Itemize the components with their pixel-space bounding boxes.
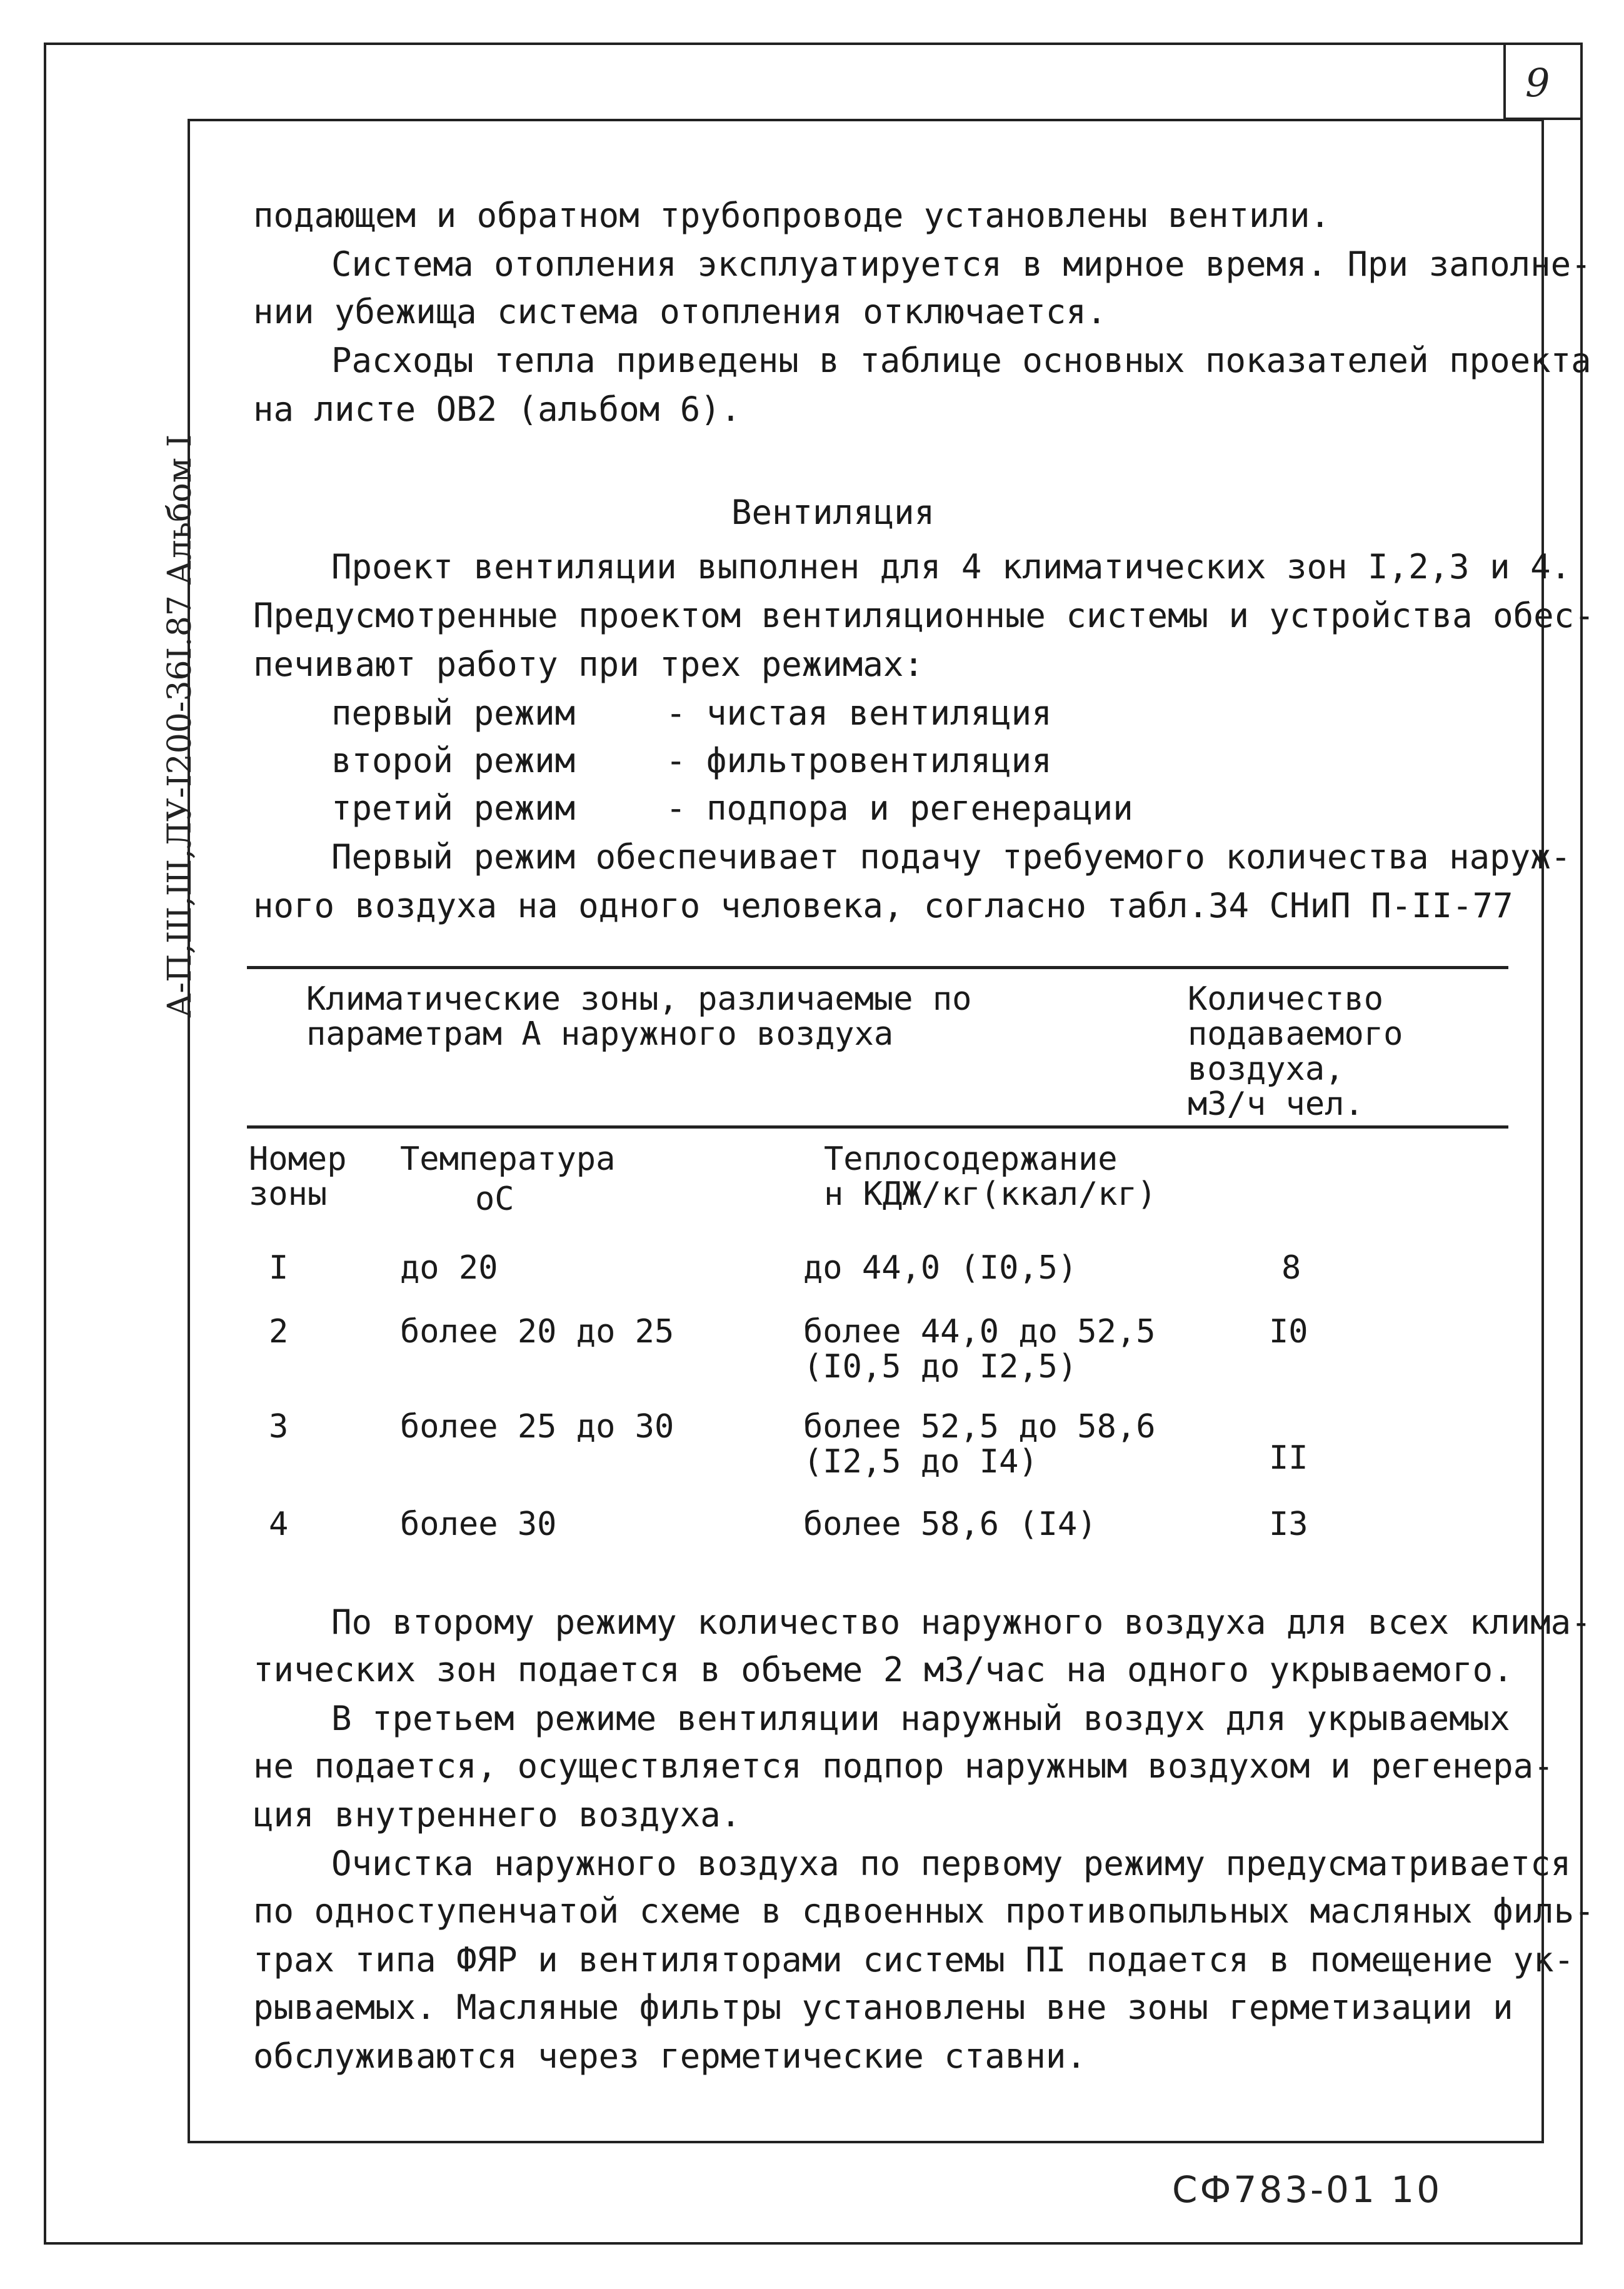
section-heading: Вентиляция xyxy=(731,493,935,532)
table-cell-heat: (I0,5 до I2,5) xyxy=(803,1348,1078,1386)
table-cell-zone: 4 xyxy=(269,1506,289,1543)
paragraph-line: по одноступенчатой схеме в сдвоенных противопыльных масляных филь- xyxy=(253,1891,1595,1931)
table-cell-temp: более 25 до 30 xyxy=(400,1408,674,1446)
mode-3-name: третий режим xyxy=(331,788,576,828)
col-header-heat: н КДЖ/кг(ккал/кг) xyxy=(824,1175,1157,1213)
col-header-zone: Номер xyxy=(249,1140,347,1178)
paragraph-line: ция внутреннего воздуха. xyxy=(253,1795,741,1834)
paragraph-line: трах типа ФЯР и вентиляторами системы ПI подается в помещение ук- xyxy=(253,1940,1575,1980)
table-cell-temp: до 20 xyxy=(400,1249,498,1287)
table-top-rule xyxy=(247,966,1508,969)
paragraph-line: тических зон подается в объеме 2 м3/час на одного укрываемого. xyxy=(253,1650,1513,1689)
table-cell-air: I3 xyxy=(1269,1506,1308,1543)
paragraph-line: рываемых. Масляные фильтры установлены вне зоны герметизации и xyxy=(253,1988,1513,2027)
table-cell-heat: (I2,5 до I4) xyxy=(803,1443,1038,1481)
table-cell-heat: более 58,6 (I4) xyxy=(803,1506,1097,1543)
table-cell-heat: более 44,0 до 52,5 xyxy=(803,1313,1156,1351)
mode-1-desc: - чистая вентиляция xyxy=(666,693,1052,733)
col-header-temp-unit: оС xyxy=(475,1180,514,1218)
table-cell-heat: до 44,0 (I0,5) xyxy=(803,1249,1078,1287)
table-header-right: воздуха, xyxy=(1188,1050,1345,1088)
table-cell-zone: I xyxy=(269,1249,289,1287)
table-header-right: м3/ч чел. xyxy=(1188,1085,1364,1123)
table-cell-zone: 3 xyxy=(269,1408,289,1446)
paragraph-line: Первый режим обеспечивает подачу требуемого количества наруж- xyxy=(331,837,1571,877)
page-number: 9 xyxy=(1525,60,1550,106)
table-mid-rule xyxy=(247,1125,1508,1129)
mode-1-name: первый режим xyxy=(331,693,576,733)
table-cell-temp: более 20 до 25 xyxy=(400,1313,674,1351)
paragraph-line: По второму режиму количество наружного воздуха для всех клима- xyxy=(331,1602,1591,1642)
paragraph-line: печивают работу при трех режимах: xyxy=(253,645,924,684)
paragraph-line: нии убежища система отопления отключается. xyxy=(253,292,1107,331)
table-header-left: параметрам А наружного воздуха xyxy=(306,1015,894,1053)
table-cell-air: II xyxy=(1269,1439,1308,1477)
paragraph-line: Проект вентиляции выполнен для 4 климатических зон I,2,3 и 4. xyxy=(331,547,1571,586)
table-header-right: Количество xyxy=(1188,980,1384,1018)
side-stamp-label: А-П,Ш,Ш,ЛУ-I200-36I.87 Альбом I xyxy=(161,434,199,1018)
paragraph-line: Очистка наружного воздуха по первому режиму предусматривается xyxy=(331,1844,1571,1883)
paragraph-line: не подается, осуществляется подпор наружным воздухом и регенера- xyxy=(253,1746,1554,1786)
paragraph-line: Расходы тепла приведены в таблице основных показателей проекта xyxy=(331,341,1591,380)
table-header-left: Климатические зоны, различаемые по xyxy=(306,980,972,1018)
col-header-zone: зоны xyxy=(249,1175,328,1213)
mode-3-desc: - подпора и регенерации xyxy=(666,788,1133,828)
document-code: СФ783-01 10 xyxy=(1172,2168,1443,2211)
table-cell-air: I0 xyxy=(1269,1313,1308,1351)
table-cell-zone: 2 xyxy=(269,1313,289,1351)
paragraph-line: на листе ОВ2 (альбом 6). xyxy=(253,390,741,429)
table-header-right: подаваемого xyxy=(1188,1015,1403,1053)
col-header-heat: Теплосодержание xyxy=(824,1140,1118,1178)
col-header-temp: Температура xyxy=(400,1140,616,1178)
paragraph-line: Предусмотренные проектом вентиляционные системы и устройства обес- xyxy=(253,596,1595,635)
paragraph-line: В третьем режиме вентиляции наружный воздух для укрываемых xyxy=(331,1699,1510,1738)
table-cell-heat: более 52,5 до 58,6 xyxy=(803,1408,1156,1446)
paragraph-line: обслуживаются через герметические ставни. xyxy=(253,2036,1086,2076)
mode-2-name: второй режим xyxy=(331,741,576,780)
table-cell-temp: более 30 xyxy=(400,1506,557,1543)
paragraph-line: ного воздуха на одного человека, согласно табл.34 СНиП П-II-77 xyxy=(253,886,1513,925)
paragraph-line: подающем и обратном трубопроводе установлены вентили. xyxy=(253,196,1331,235)
paragraph-line: Система отопления эксплуатируется в мирное время. При заполне- xyxy=(331,244,1591,284)
table-cell-air: 8 xyxy=(1281,1249,1301,1287)
mode-2-desc: - фильтровентиляция xyxy=(666,741,1052,780)
